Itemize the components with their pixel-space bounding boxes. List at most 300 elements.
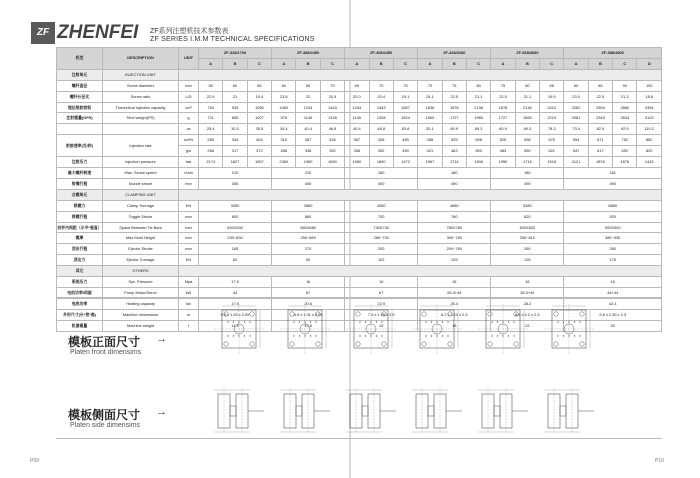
front-caption-en: Platen front dimensims xyxy=(70,349,142,356)
row-value: 180 xyxy=(418,167,491,178)
row-unit: cm³ xyxy=(179,102,199,113)
row-unit: g/s xyxy=(179,146,199,157)
row-unit: mm xyxy=(179,211,199,222)
row-value: 1557 xyxy=(247,157,271,168)
row-value: 8.6 x 2.2 x 2.3 xyxy=(491,309,564,320)
row-value: 490 xyxy=(418,178,491,189)
row-value: 1876 xyxy=(588,157,612,168)
row-value: 752 xyxy=(613,135,637,146)
row-value: 40.4 xyxy=(345,124,369,135)
row-value: 2081 xyxy=(564,113,588,124)
side-caption-en: Platen side dimensims xyxy=(70,422,141,429)
row-value: 1727 xyxy=(491,113,515,124)
row-cn: 注射重量(GPS) xyxy=(57,113,103,124)
row-value: 4080 xyxy=(345,200,418,211)
row-value: 380~930 xyxy=(564,233,662,244)
row-value: 1328 xyxy=(369,113,393,124)
section-cn: 合模单元 xyxy=(57,189,103,200)
row-value: 16 xyxy=(272,277,345,288)
row-value: 34.4 xyxy=(272,124,296,135)
spec-table xyxy=(56,47,662,332)
row-value: 596 xyxy=(515,135,539,146)
row-value: 28.3+44 xyxy=(418,287,491,298)
row-value: 20.6 xyxy=(272,298,345,309)
side-platen-drawing xyxy=(540,384,598,438)
row-cn: 电热功率 xyxy=(57,298,103,309)
subheader-cell: B xyxy=(296,58,320,69)
row-value: 1960 xyxy=(296,157,320,168)
subheader-cell: A xyxy=(418,58,442,69)
row-value: 21.1 xyxy=(466,91,490,102)
row-value: 70 xyxy=(418,80,442,91)
row-value: 22.9 xyxy=(199,91,223,102)
row-unit: t xyxy=(179,320,199,331)
subheader-cell: A xyxy=(491,58,515,69)
row-value: 600 xyxy=(199,211,272,222)
subheader-cell: D xyxy=(637,58,662,69)
table-row xyxy=(57,167,662,178)
row-value: 21 xyxy=(223,91,247,102)
row-cn: 螺杆长径比 xyxy=(57,91,103,102)
row-cn: 锁模力 xyxy=(57,200,103,211)
row-value: 69.3 xyxy=(466,124,490,135)
row-value: 933 xyxy=(223,102,247,113)
row-value: 9.8 x 2.35 x 2.3 xyxy=(564,309,662,320)
row-value: 260 xyxy=(564,244,662,255)
front-caption-cn: 模板正面尺寸 xyxy=(68,335,141,349)
row-value: 1518 xyxy=(540,157,564,168)
front-platen-drawing xyxy=(342,302,400,356)
row-value: 55 xyxy=(199,80,223,91)
row-value: 1960 xyxy=(345,157,369,168)
row-value: 85 xyxy=(540,80,564,91)
row-cn xyxy=(57,124,103,135)
row-en: Clamp Tonnage xyxy=(103,200,179,211)
side-platen-drawing xyxy=(474,384,532,438)
row-en: Ejector Stroke xyxy=(103,244,179,255)
row-value: 286 xyxy=(272,146,296,157)
row-cn: 模厚 xyxy=(57,233,103,244)
row-unit: kW xyxy=(179,287,199,298)
row-unit: mm xyxy=(179,222,199,233)
header-model-name: ZF-408/2450 xyxy=(345,48,418,59)
row-unit: mm xyxy=(179,80,199,91)
row-value: 21.1 xyxy=(515,91,539,102)
row-value: 280~730 xyxy=(345,233,418,244)
row-value: 42.4 xyxy=(564,298,662,309)
row-value: 75 xyxy=(491,80,515,91)
subheader-cell: B xyxy=(442,58,466,69)
row-value: 6.9 x 1.91 x 2.08 xyxy=(272,309,345,320)
title-english: ZF SERIES I.M.M TECHNICAL SPECIFICATIONS xyxy=(150,36,315,43)
row-value: 367 xyxy=(345,135,369,146)
header-row xyxy=(57,48,662,59)
front-platen-drawing xyxy=(408,302,466,356)
table-row xyxy=(57,222,662,233)
row-value: 7.3 x 1.95 x 2.5 xyxy=(345,309,418,320)
side-platen-drawing xyxy=(342,384,400,438)
row-value: 392 xyxy=(369,146,393,157)
side-platen-drawing xyxy=(210,384,268,438)
row-value: 8.2 x 2.13 x 2.3 xyxy=(418,309,491,320)
row-en: Theoretical injection capacity xyxy=(103,102,179,113)
row-value: 598 xyxy=(466,135,490,146)
row-value: 67 xyxy=(272,287,345,298)
row-value: 18.8 xyxy=(637,91,662,102)
subheader-cell: C xyxy=(466,58,490,69)
row-unit: r/min xyxy=(179,167,199,178)
row-en: Shot weight(PS) xyxy=(103,113,179,124)
row-value: 82.9 xyxy=(588,124,612,135)
row-value: 1965 xyxy=(466,113,490,124)
row-value: 250~680 xyxy=(272,233,345,244)
side-platen-drawing xyxy=(408,384,466,438)
row-value: 16 xyxy=(345,277,418,288)
row-value: 170 xyxy=(272,244,345,255)
row-value: 260 xyxy=(491,244,564,255)
side-caption-cn: 模板侧面尺寸 xyxy=(68,408,141,422)
brand-name: ZHENFEI xyxy=(57,22,139,43)
row-value: 621 xyxy=(540,146,564,157)
row-value: 1524 xyxy=(393,113,417,124)
subheader-cell: A xyxy=(272,58,296,69)
row-value: 1415 xyxy=(637,157,662,168)
table-row xyxy=(57,255,662,266)
subheader-cell: C xyxy=(540,58,564,69)
row-value: 125 xyxy=(491,255,564,266)
row-value: 100 xyxy=(637,80,662,91)
row-value: 180 xyxy=(345,167,418,178)
row-value: 1244 xyxy=(345,102,369,113)
row-en: Heating capacity xyxy=(103,298,179,309)
row-value: 67 xyxy=(345,287,418,298)
row-en: Ejector Tonnage xyxy=(103,255,179,266)
row-value: 17.9 xyxy=(199,298,272,309)
row-value: 210 xyxy=(199,167,272,178)
row-value: 60 xyxy=(564,80,588,91)
row-value: 338 xyxy=(345,146,369,157)
row-value: 1714 xyxy=(442,157,466,168)
row-value: 210 xyxy=(272,167,345,178)
row-value: 490 xyxy=(491,178,564,189)
row-unit: L/D xyxy=(179,91,199,102)
front-platen-drawing xyxy=(210,302,268,356)
row-value: 525 xyxy=(491,135,515,146)
row-unit: m xyxy=(179,309,199,320)
header-unit: UNIT xyxy=(179,48,199,70)
row-value: 660 xyxy=(272,211,345,222)
row-cn: 理论射胶容积 xyxy=(57,102,103,113)
front-platen-drawing xyxy=(474,302,532,356)
row-value: 3123 xyxy=(637,113,662,124)
row-value: 1965 xyxy=(515,113,539,124)
row-value: 22 xyxy=(296,91,320,102)
row-value: 344 xyxy=(223,135,247,146)
section-en: INJECTION UNIT xyxy=(103,69,179,80)
side-drawings xyxy=(210,384,600,440)
table-row xyxy=(57,91,662,102)
row-value: 330~810 xyxy=(491,233,564,244)
row-value: 60 xyxy=(223,80,247,91)
row-value: 3280 xyxy=(199,200,272,211)
row-value: 73.4 xyxy=(564,124,588,135)
row-value: 53.8 xyxy=(393,124,417,135)
row-value: 2174 xyxy=(199,157,223,168)
page-number-left: P09 xyxy=(30,458,39,464)
row-value: 70 xyxy=(369,80,393,91)
row-value: 458 xyxy=(418,135,442,146)
row-value: 1727 xyxy=(442,113,466,124)
row-value: 721 xyxy=(199,113,223,124)
row-value: 1714 xyxy=(515,157,539,168)
row-value: 483 xyxy=(442,146,466,157)
row-cn: 顶出力 xyxy=(57,255,103,266)
row-cn: 移模行程 xyxy=(57,211,103,222)
row-value: 165 xyxy=(199,244,272,255)
row-value: 21.3 xyxy=(613,91,637,102)
row-value: 230~630 xyxy=(199,233,272,244)
row-value: 1506 xyxy=(466,157,490,168)
row-value: 6880 xyxy=(564,200,662,211)
row-cn: 电机功率/伺服 xyxy=(57,287,103,298)
side-platen-drawing xyxy=(276,384,334,438)
row-value: 680X680 xyxy=(272,222,345,233)
row-en: Machine weight xyxy=(103,320,179,331)
row-en: Machine dimensions xyxy=(103,309,179,320)
row-value: 1443 xyxy=(320,102,344,113)
row-value: 62 xyxy=(199,255,272,266)
row-value: 1328 xyxy=(320,113,344,124)
row-value: 2262 xyxy=(564,102,588,113)
row-value: 780 xyxy=(418,211,491,222)
row-value: 92.9 xyxy=(613,124,637,135)
row-value: 404 xyxy=(247,135,271,146)
row-value: 975 xyxy=(272,113,296,124)
subheader-cell: C xyxy=(393,58,417,69)
row-unit: mm xyxy=(179,178,199,189)
row-en: Screw diameter xyxy=(103,80,179,91)
row-value: 367 xyxy=(296,135,320,146)
row-value: 671 xyxy=(588,135,612,146)
row-value: 85 xyxy=(588,80,612,91)
row-value: 1636 xyxy=(418,102,442,113)
row-value: 675 xyxy=(540,135,564,146)
row-value: 22.9 xyxy=(345,298,418,309)
section-cn: 注射单元 xyxy=(57,69,103,80)
row-en: Max. Screw speed xyxy=(103,167,179,178)
row-value: 2554 xyxy=(588,102,612,113)
row-value: 525 xyxy=(442,135,466,146)
row-value: 547 xyxy=(564,146,588,157)
row-value: 310 xyxy=(272,135,296,146)
front-platen-drawing xyxy=(276,302,334,356)
title-chinese: ZF系列注塑机技术参数表 xyxy=(150,28,229,35)
header-model: 机型 xyxy=(57,48,103,70)
subheader-cell: B xyxy=(588,58,612,69)
row-value: 23.0 xyxy=(564,91,588,102)
row-value: 426 xyxy=(369,135,393,146)
row-cn: 最大螺杆转速 xyxy=(57,167,103,178)
row-value: 1878 xyxy=(442,102,466,113)
row-value: 2360 xyxy=(272,157,296,168)
row-value: 65 xyxy=(345,80,369,91)
row-cn: 拉杆内间距（水平*垂直） xyxy=(57,222,103,233)
row-value: 2136 xyxy=(515,102,539,113)
row-en xyxy=(103,124,179,135)
table-row xyxy=(57,80,662,91)
row-value: 1007 xyxy=(247,113,271,124)
row-value: 16 xyxy=(564,277,662,288)
row-value: 730X730 xyxy=(345,222,418,233)
row-value: 35.5 xyxy=(247,124,271,135)
row-value: 11.5 xyxy=(199,320,272,331)
table-row xyxy=(57,102,662,113)
row-value: 2219 xyxy=(540,113,564,124)
row-value: 28.2 xyxy=(491,298,564,309)
row-value: 24.1 xyxy=(418,91,442,102)
row-value: 450 xyxy=(393,146,417,157)
row-value: 1690 xyxy=(320,157,344,168)
table-row xyxy=(57,124,662,135)
row-value: 882 xyxy=(637,135,662,146)
row-value: 5380 xyxy=(491,200,564,211)
row-value: 289 xyxy=(199,135,223,146)
header-model-name: ZF-538/3680 xyxy=(491,48,564,59)
row-value: 30.3 xyxy=(223,124,247,135)
row-value: 820 xyxy=(491,211,564,222)
row-value: 23.8 xyxy=(272,91,296,102)
section-row-injection xyxy=(57,69,662,80)
table-row xyxy=(57,211,662,222)
row-en: Screw ratio xyxy=(103,91,179,102)
row-value: 483 xyxy=(491,146,515,157)
row-value: 15 xyxy=(345,320,418,331)
row-value: 372 xyxy=(247,146,271,157)
row-value: 125 xyxy=(418,255,491,266)
subheader-cell: A xyxy=(564,58,588,69)
table-row xyxy=(57,135,662,146)
header-model-name: ZF-688/4800 xyxy=(564,48,662,59)
subheader-cell: B xyxy=(369,58,393,69)
row-value: 355 xyxy=(199,178,272,189)
table-row xyxy=(57,233,662,244)
subheader-cell: A xyxy=(199,58,223,69)
row-value: 19 xyxy=(418,320,491,331)
row-value: 90 xyxy=(613,80,637,91)
row-value: 1145 xyxy=(345,113,369,124)
subheader-cell: A xyxy=(345,58,369,69)
row-value: 20.4 xyxy=(369,91,393,102)
table-row xyxy=(57,200,662,211)
section-en: OTHERS xyxy=(103,266,179,277)
row-value: 22.5 xyxy=(588,91,612,102)
row-value: 2121 xyxy=(564,157,588,168)
row-cn: 射嘴行程 xyxy=(57,178,103,189)
row-value: 489 xyxy=(393,135,417,146)
row-value: 19.4 xyxy=(247,91,271,102)
row-unit: bar xyxy=(179,157,199,168)
front-arrow-icon: → xyxy=(156,333,167,345)
header-model-name: ZF-388/2450 xyxy=(272,48,345,59)
row-value: 60.9 xyxy=(442,124,466,135)
row-value: 30 xyxy=(564,320,662,331)
table-row xyxy=(57,178,662,189)
row-cn: 系统压力 xyxy=(57,277,103,288)
header-model-name: ZF-468/3280 xyxy=(418,48,491,59)
row-value: 75 xyxy=(393,80,417,91)
table-row xyxy=(57,244,662,255)
row-value: 46.8 xyxy=(369,124,393,135)
row-value: 317 xyxy=(223,146,247,157)
row-cn: 注射压力 xyxy=(57,157,103,168)
row-cn: 螺杆直径 xyxy=(57,80,103,91)
row-en: Max.Mold Height xyxy=(103,233,179,244)
row-value: 200 xyxy=(345,244,418,255)
row-value: 53.1 xyxy=(418,124,442,135)
row-value: 700 xyxy=(345,211,418,222)
row-value: 80 xyxy=(466,80,490,91)
row-value: 2412 xyxy=(540,102,564,113)
row-value: 65 xyxy=(296,80,320,91)
row-value: 2860 xyxy=(613,102,637,113)
row-value: 3394 xyxy=(637,102,662,113)
row-unit: oz xyxy=(179,124,199,135)
row-value: 1676 xyxy=(613,157,637,168)
row-value: 25.4 xyxy=(418,298,491,309)
row-en: Space Between Tie Bars xyxy=(103,222,179,233)
row-value: 22.5 xyxy=(442,91,466,102)
header-description: DESCRIPTION xyxy=(103,48,179,70)
front-drawings xyxy=(210,302,600,358)
row-value: 1827 xyxy=(223,157,247,168)
row-cn: 机器重量 xyxy=(57,320,103,331)
row-value: 1472 xyxy=(393,157,417,168)
brand-logo xyxy=(31,22,139,44)
row-unit: mm xyxy=(179,233,199,244)
row-value: 70 xyxy=(320,80,344,91)
subheader-cell: C xyxy=(613,58,637,69)
section-fill xyxy=(179,189,662,200)
row-value: 1145 xyxy=(296,113,320,124)
row-value: 1443 xyxy=(369,102,393,113)
row-value: 820 xyxy=(637,146,662,157)
row-value: 16 xyxy=(491,277,564,288)
row-value: 400 xyxy=(272,178,345,189)
row-value: 630X630 xyxy=(199,222,272,233)
row-value: 400 xyxy=(345,178,418,189)
front-platen-drawing xyxy=(540,302,598,356)
row-unit: cm³/s xyxy=(179,135,199,146)
row-value: 19.1 xyxy=(393,91,417,102)
row-value: 16 xyxy=(418,277,491,288)
row-value: 60.9 xyxy=(491,124,515,135)
row-unit: KN xyxy=(179,200,199,211)
section-cn: 其它 xyxy=(57,266,103,277)
section-fill xyxy=(179,266,662,277)
row-value: 1690 xyxy=(369,157,393,168)
row-value: 80 xyxy=(515,80,539,91)
row-value: 40.4 xyxy=(296,124,320,135)
row-value: 855 xyxy=(223,113,247,124)
row-value: 300~780 xyxy=(418,233,491,244)
row-value: 1244 xyxy=(296,102,320,113)
section-row-clamping xyxy=(57,189,662,200)
row-value: 181 xyxy=(564,167,662,178)
row-value: 4680 xyxy=(418,200,491,211)
subheader-cell: B xyxy=(223,58,247,69)
row-unit: g xyxy=(179,113,199,124)
row-value: 17.5 xyxy=(199,277,272,288)
